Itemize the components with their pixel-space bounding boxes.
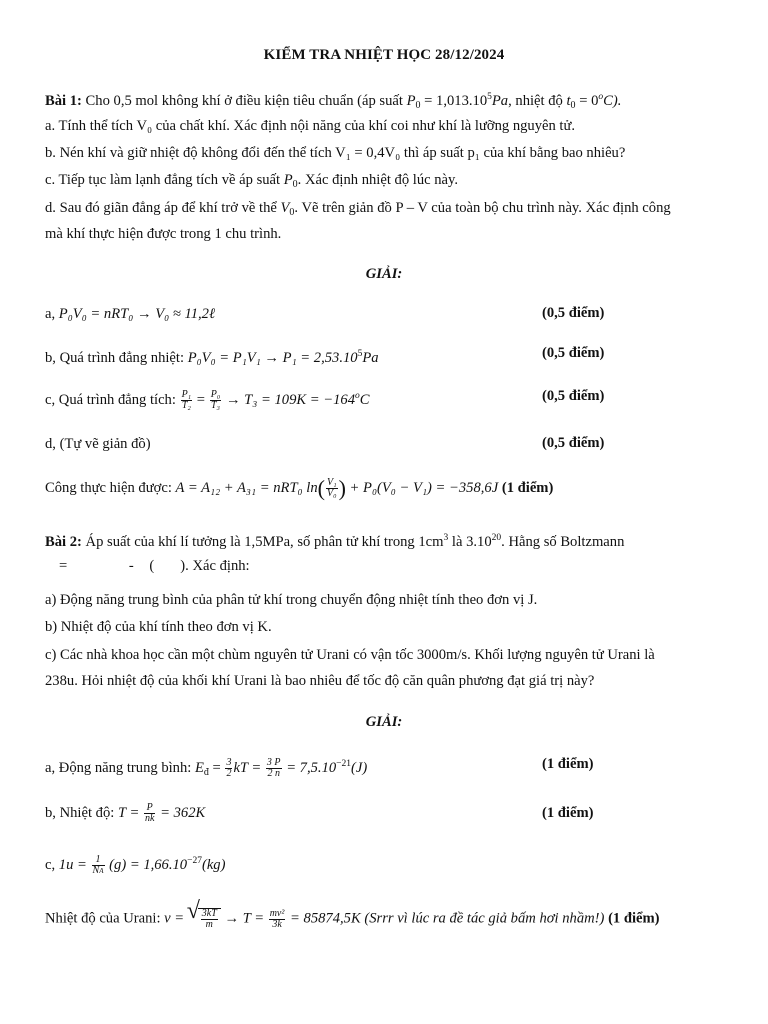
bai1-answer-a: a, P₀V₀ = nRT₀ → V₀ ≈ 11,2ℓ [45,306,216,322]
page-title: KIỂM TRA NHIỆT HỌC 28/12/2024 [263,47,505,63]
bai2-question-c: c) Các nhà khoa học cần một chùm nguyên tử Urani có vận tốc 3000m/s. Khối lượng nguyên tử Urani là [45,647,655,663]
bai2-intro-line2: = - ( ). Xác định: [59,558,250,574]
bai1-question-c: c. Tiếp tục làm lạnh đẳng tích về áp suất $P_0$. Xác định nhiệt độ lúc này. [45,172,459,190]
bai2-answer-c: c, 1u = $\frac{1}{NA}$ $(g) = 1,66.10^{-27}(kg)$ [45,854,226,877]
bai1-question-b: b. Nén khí và giữ nhiệt độ không đổi đến thể tích V₁ = 0,4V₀ thì áp suất p₁ của khí bằng bao nhiêu? [45,145,626,161]
bai1-score-work: (1 điểm) [501,480,554,496]
bai2-intro: Bài 2: Áp suất của khí lí tưởng là 1,5MPa, số phân tử khí trong $1cm^3$ là 3.10$^{20}$. Hằng số Boltzmann [45,533,625,550]
bai1-solution-heading: GIẢI: [365,266,403,282]
bai1-score-b: (0,5 điểm) [542,345,605,361]
bai1-answer-c: c, Quá trình đẳng tích: $\frac{\text{P₁}}{\text{T₂}}$ = $\frac{\text{P₀}}{\text{T₃}}$ → $T_3 = 109K = -164^oC$ [45,389,370,412]
bai2-question-b: b) Nhiệt độ của khí tính theo đơn vị K. [45,619,272,635]
bai1-answer-d: d, (Tự vẽ giản đồ) [45,436,151,452]
bai1-score-a: (0,5 điểm) [542,305,605,321]
bai2-score-uranium: (1 điểm) [608,910,660,927]
bai2-uranium: Nhiệt độ của Urani: v = √ $\frac{3kT}{m}$ → T = $\frac{\text{mv²}}{3k}$ = 85874,5K (Srrr vì lúc ra đề tác giả bấm hơi nhầm!) (1 điểm) [45,908,728,930]
bai1-question-d-line2: mà khí thực hiện được trong 1 chu trình. [45,226,282,242]
bai2-score-b: (1 điểm) [542,805,594,821]
bai1-score-c: (0,5 điểm) [542,388,605,404]
bai1-intro: Bài 1: Cho 0,5 mol không khí ở điều kiện tiêu chuẩn (áp suất $P_0 = 1,013.10^5Pa$, nhiệt độ $t_0 = 0^oC$). [45,92,622,111]
bai1-answer-b: b, Quá trình đẳng nhiệt: $P_0V_0 = P_1V_1 \to P_1 = 2,53.10^5Pa$ [45,349,379,366]
bai2-score-a: (1 điểm) [542,756,594,772]
bai1-question-a: a. Tính thể tích V₀ của chất khí. Xác định nội năng của khí coi như khí là lưỡng nguyên tử. [45,118,576,134]
bai2-question-a: a) Động năng trung bình của phân tử khí trong chuyển động nhiệt tính theo đơn vị J. [45,592,538,608]
bai2-question-c-line2: 238u. Hỏi nhiệt độ của khối khí Urani là bao nhiêu để tốc độ căn quân phương đạt giá trị này? [45,673,595,689]
bai1-work: Công thực hiện được: A = A₁₂ + A₃₁ = nRT₀ ln( $\frac{\text{V₁}}{\text{V₀}}$ ) + P₀(V₀ − V₁) = −358,6J (1 điểm) [45,475,554,501]
bai2-solution-heading: GIẢI: [365,714,403,730]
bai2-label: Bài 2: [45,534,82,550]
bai2-answer-a: a, Động năng trung bình: $E_đ$ = $\frac{3}{2}$ kT = $\frac{3 P}{2 n}$ = $7,5.10^{-21}(J)$ [45,757,368,780]
bai2-answer-b: b, Nhiệt độ: T = $\frac{P}{nk}$ = 362K [45,802,206,825]
bai1-question-d: d. Sau đó giãn đẳng áp để khí trở về thể $V_0$. Vẽ trên giản đồ P – V của toàn bộ chu trình này. Xác định công [45,200,671,218]
bai1-score-d: (0,5 điểm) [542,435,605,451]
bai1-label: Bài 1: [45,93,82,109]
